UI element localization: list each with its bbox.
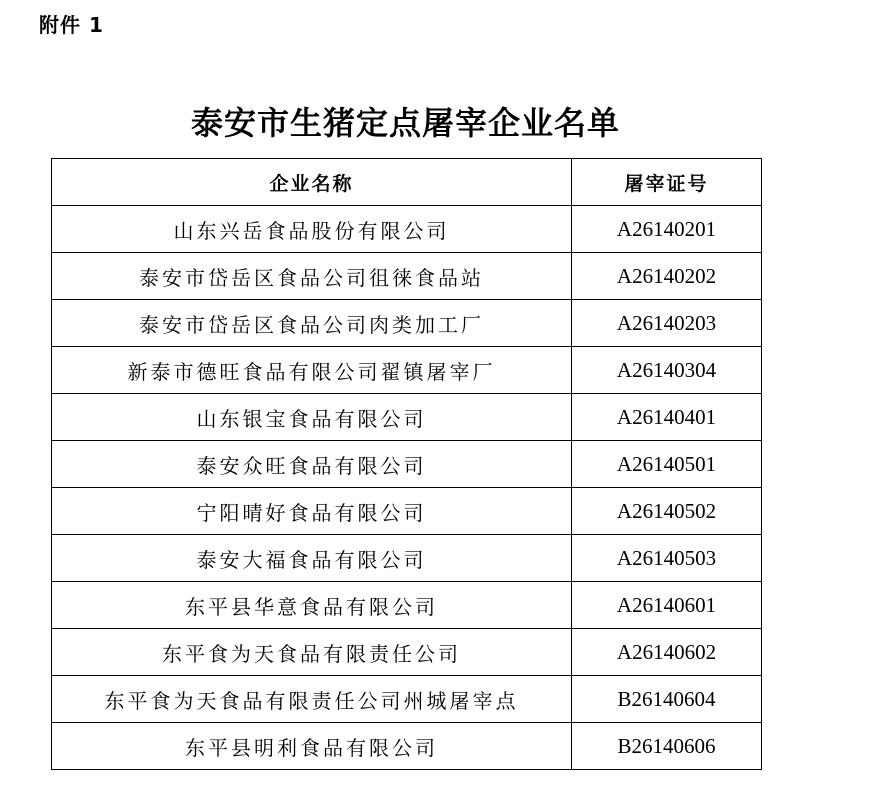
license-number-cell: A26140201 — [572, 206, 762, 253]
enterprise-name-cell: 山东兴岳食品股份有限公司 — [52, 206, 572, 253]
license-number-cell: A26140501 — [572, 441, 762, 488]
license-number-cell: A26140202 — [572, 253, 762, 300]
page-title: 泰安市生猪定点屠宰企业名单 — [190, 104, 620, 142]
license-number-cell: A26140401 — [572, 394, 762, 441]
table-row — [52, 253, 762, 300]
enterprise-table — [51, 158, 762, 770]
table-row — [52, 441, 762, 488]
license-number-cell: B26140604 — [572, 676, 762, 723]
enterprise-name-cell: 东平县华意食品有限公司 — [52, 582, 572, 629]
license-number-cell: A26140502 — [572, 488, 762, 535]
enterprise-name-cell: 山东银宝食品有限公司 — [52, 394, 572, 441]
table-row — [52, 723, 762, 770]
enterprise-name-cell: 新泰市德旺食品有限公司翟镇屠宰厂 — [52, 347, 572, 394]
table-header-row — [52, 159, 762, 206]
enterprise-name-cell: 东平食为天食品有限责任公司 — [52, 629, 572, 676]
table-row — [52, 488, 762, 535]
license-number-cell: A26140304 — [572, 347, 762, 394]
enterprise-name-cell: 东平县明利食品有限公司 — [52, 723, 572, 770]
enterprise-name-cell: 泰安众旺食品有限公司 — [52, 441, 572, 488]
enterprise-name-cell: 泰安市岱岳区食品公司徂徕食品站 — [52, 253, 572, 300]
enterprise-name-cell: 东平食为天食品有限责任公司州城屠宰点 — [52, 676, 572, 723]
license-number-cell: A26140203 — [572, 300, 762, 347]
license-number-cell: B26140606 — [572, 723, 762, 770]
attachment-label: 附件 1 — [39, 13, 104, 37]
enterprise-name-cell: 宁阳晴好食品有限公司 — [52, 488, 572, 535]
enterprise-name-cell: 泰安市岱岳区食品公司肉类加工厂 — [52, 300, 572, 347]
table-row — [52, 394, 762, 441]
table-row — [52, 676, 762, 723]
column-header-license-number: 屠宰证号 — [572, 159, 762, 206]
table-row — [52, 300, 762, 347]
table-row — [52, 582, 762, 629]
license-number-cell: A26140601 — [572, 582, 762, 629]
license-number-cell: A26140602 — [572, 629, 762, 676]
enterprise-name-cell: 泰安大福食品有限公司 — [52, 535, 572, 582]
table-row — [52, 629, 762, 676]
license-number-cell: A26140503 — [572, 535, 762, 582]
column-header-enterprise-name: 企业名称 — [52, 159, 572, 206]
table-row — [52, 206, 762, 253]
table-row — [52, 535, 762, 582]
table-row — [52, 347, 762, 394]
